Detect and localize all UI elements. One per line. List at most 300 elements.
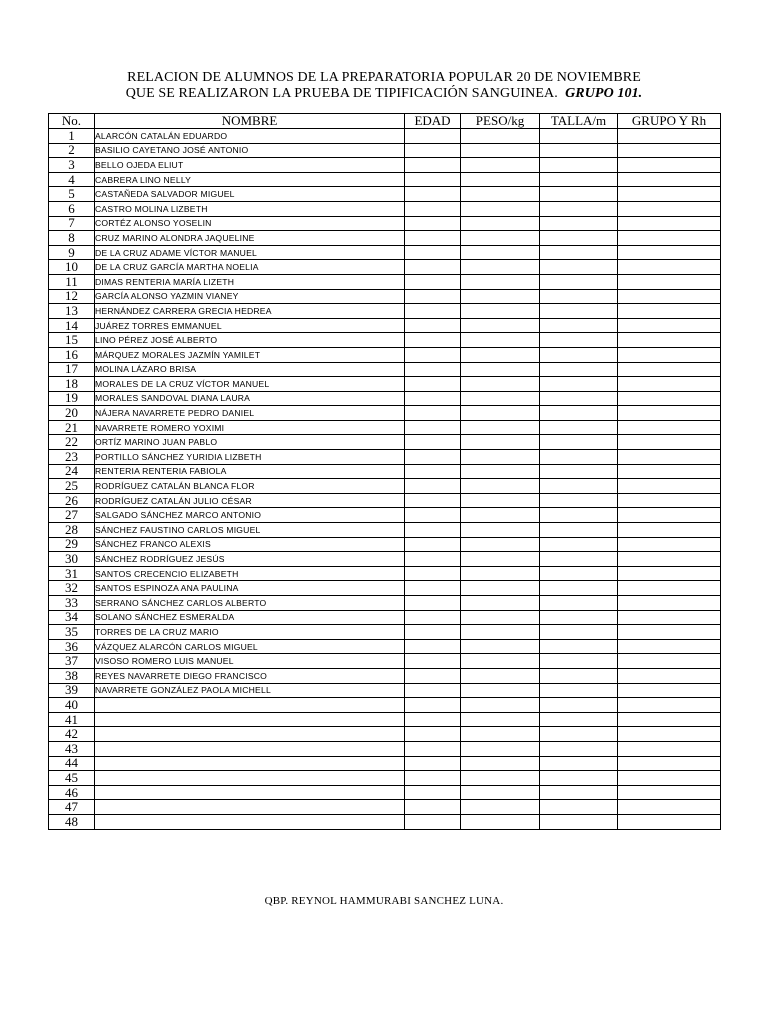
peso-cell	[461, 216, 540, 231]
table-row	[49, 698, 721, 713]
talla-cell	[540, 479, 618, 494]
row-number: 30	[49, 552, 95, 567]
peso-cell	[461, 391, 540, 406]
grupo-rh-cell	[618, 362, 721, 377]
edad-cell	[405, 712, 461, 727]
grupo-rh-cell	[618, 814, 721, 829]
edad-cell	[405, 333, 461, 348]
table-row	[49, 274, 721, 289]
edad-cell	[405, 260, 461, 275]
edad-cell	[405, 639, 461, 654]
grupo-rh-cell	[618, 304, 721, 319]
row-number: 22	[49, 435, 95, 450]
peso-cell	[461, 347, 540, 362]
table-row	[49, 654, 721, 669]
row-number: 38	[49, 668, 95, 683]
talla-cell	[540, 639, 618, 654]
peso-cell	[461, 158, 540, 173]
header-edad: EDAD	[405, 114, 461, 129]
grupo-rh-cell	[618, 610, 721, 625]
table-row	[49, 347, 721, 362]
student-name	[95, 741, 405, 756]
row-number: 17	[49, 362, 95, 377]
table-row	[49, 552, 721, 567]
table-row	[49, 158, 721, 173]
grupo-rh-cell	[618, 581, 721, 596]
row-number: 40	[49, 698, 95, 713]
row-number: 48	[49, 814, 95, 829]
peso-cell	[461, 537, 540, 552]
talla-cell	[540, 129, 618, 144]
talla-cell	[540, 245, 618, 260]
table-row	[49, 581, 721, 596]
edad-cell	[405, 785, 461, 800]
student-name	[95, 785, 405, 800]
grupo-rh-cell	[618, 420, 721, 435]
student-name: PORTILLO SÁNCHEZ YURIDIA LIZBETH	[95, 450, 405, 465]
row-number: 25	[49, 479, 95, 494]
table-row	[49, 610, 721, 625]
table-row	[49, 187, 721, 202]
grupo-rh-cell	[618, 552, 721, 567]
student-name: DIMAS RENTERIA MARÍA LIZETH	[95, 274, 405, 289]
student-name: MÁRQUEZ MORALES JAZMÍN YAMILET	[95, 347, 405, 362]
peso-cell	[461, 274, 540, 289]
row-number: 6	[49, 201, 95, 216]
peso-cell	[461, 741, 540, 756]
student-name: MOLINA LÁZARO BRISA	[95, 362, 405, 377]
talla-cell	[540, 450, 618, 465]
table-row	[49, 625, 721, 640]
edad-cell	[405, 201, 461, 216]
roster-body	[49, 129, 721, 830]
talla-cell	[540, 231, 618, 246]
talla-cell	[540, 698, 618, 713]
peso-cell	[461, 756, 540, 771]
talla-cell	[540, 771, 618, 786]
talla-cell	[540, 785, 618, 800]
grupo-rh-cell	[618, 289, 721, 304]
row-number: 23	[49, 450, 95, 465]
peso-cell	[461, 698, 540, 713]
header-no: No.	[49, 114, 95, 129]
talla-cell	[540, 712, 618, 727]
student-name: BELLO OJEDA ELIUT	[95, 158, 405, 173]
edad-cell	[405, 464, 461, 479]
student-name: HERNÁNDEZ CARRERA GRECIA HEDREA	[95, 304, 405, 319]
peso-cell	[461, 260, 540, 275]
table-row	[49, 508, 721, 523]
student-name: SÁNCHEZ RODRÍGUEZ JESÚS	[95, 552, 405, 567]
peso-cell	[461, 362, 540, 377]
grupo-rh-cell	[618, 537, 721, 552]
student-name: SANTOS CRECENCIO ELIZABETH	[95, 566, 405, 581]
grupo-rh-cell	[618, 625, 721, 640]
edad-cell	[405, 172, 461, 187]
grupo-rh-cell	[618, 406, 721, 421]
talla-cell	[540, 552, 618, 567]
edad-cell	[405, 814, 461, 829]
edad-cell	[405, 771, 461, 786]
grupo-rh-cell	[618, 172, 721, 187]
row-number: 20	[49, 406, 95, 421]
peso-cell	[461, 814, 540, 829]
row-number: 29	[49, 537, 95, 552]
student-name: RODRÍGUEZ CATALÁN BLANCA FLOR	[95, 479, 405, 494]
edad-cell	[405, 406, 461, 421]
table-row	[49, 668, 721, 683]
row-number: 21	[49, 420, 95, 435]
table-row	[49, 333, 721, 348]
edad-cell	[405, 435, 461, 450]
table-row	[49, 756, 721, 771]
student-name	[95, 814, 405, 829]
student-name: SANTOS ESPINOZA ANA PAULINA	[95, 581, 405, 596]
table-row	[49, 201, 721, 216]
header-nombre: NOMBRE	[95, 114, 405, 129]
talla-cell	[540, 318, 618, 333]
table-row	[49, 172, 721, 187]
grupo-rh-cell	[618, 216, 721, 231]
grupo-rh-cell	[618, 493, 721, 508]
grupo-rh-cell	[618, 639, 721, 654]
student-name: JUÁREZ TORRES EMMANUEL	[95, 318, 405, 333]
student-name: LINO PÉREZ JOSÉ ALBERTO	[95, 333, 405, 348]
student-name: CORTÉZ ALONSO YOSELIN	[95, 216, 405, 231]
student-name	[95, 712, 405, 727]
talla-cell	[540, 216, 618, 231]
student-name: ORTÍZ MARINO JUAN PABLO	[95, 435, 405, 450]
peso-cell	[461, 610, 540, 625]
peso-cell	[461, 420, 540, 435]
table-row	[49, 566, 721, 581]
row-number: 16	[49, 347, 95, 362]
row-number: 36	[49, 639, 95, 654]
peso-cell	[461, 566, 540, 581]
talla-cell	[540, 727, 618, 742]
talla-cell	[540, 172, 618, 187]
peso-cell	[461, 581, 540, 596]
talla-cell	[540, 187, 618, 202]
talla-cell	[540, 756, 618, 771]
edad-cell	[405, 289, 461, 304]
grupo-rh-cell	[618, 391, 721, 406]
edad-cell	[405, 143, 461, 158]
peso-cell	[461, 231, 540, 246]
edad-cell	[405, 493, 461, 508]
student-name: DE LA CRUZ GARCÍA MARTHA NOELIA	[95, 260, 405, 275]
row-number: 31	[49, 566, 95, 581]
table-header-row	[49, 114, 721, 129]
student-name: DE LA CRUZ ADAME VÍCTOR MANUEL	[95, 245, 405, 260]
student-name: NAVARRETE ROMERO YOXIMI	[95, 420, 405, 435]
talla-cell	[540, 289, 618, 304]
edad-cell	[405, 596, 461, 611]
table-row	[49, 785, 721, 800]
grupo-rh-cell	[618, 596, 721, 611]
peso-cell	[461, 333, 540, 348]
student-name: REYES NAVARRETE DIEGO FRANCISCO	[95, 668, 405, 683]
row-number: 28	[49, 523, 95, 538]
student-name: CASTAÑEDA SALVADOR MIGUEL	[95, 187, 405, 202]
edad-cell	[405, 537, 461, 552]
row-number: 42	[49, 727, 95, 742]
talla-cell	[540, 274, 618, 289]
talla-cell	[540, 304, 618, 319]
edad-cell	[405, 245, 461, 260]
grupo-rh-cell	[618, 347, 721, 362]
talla-cell	[540, 566, 618, 581]
peso-cell	[461, 406, 540, 421]
row-number: 1	[49, 129, 95, 144]
edad-cell	[405, 318, 461, 333]
edad-cell	[405, 683, 461, 698]
row-number: 14	[49, 318, 95, 333]
header-talla: TALLA/m	[540, 114, 618, 129]
edad-cell	[405, 450, 461, 465]
student-name: MORALES DE LA CRUZ VÍCTOR MANUEL	[95, 377, 405, 392]
talla-cell	[540, 814, 618, 829]
row-number: 2	[49, 143, 95, 158]
talla-cell	[540, 377, 618, 392]
grupo-rh-cell	[618, 143, 721, 158]
peso-cell	[461, 800, 540, 815]
peso-cell	[461, 596, 540, 611]
talla-cell	[540, 260, 618, 275]
peso-cell	[461, 464, 540, 479]
row-number: 12	[49, 289, 95, 304]
table-row	[49, 523, 721, 538]
table-row	[49, 493, 721, 508]
student-name	[95, 698, 405, 713]
talla-cell	[540, 420, 618, 435]
student-name: SÁNCHEZ FAUSTINO CARLOS MIGUEL	[95, 523, 405, 538]
student-name	[95, 771, 405, 786]
student-name: NAVARRETE GONZÁLEZ PAOLA MICHELL	[95, 683, 405, 698]
student-name: CABRERA LINO NELLY	[95, 172, 405, 187]
row-number: 15	[49, 333, 95, 348]
peso-cell	[461, 493, 540, 508]
grupo-rh-cell	[618, 231, 721, 246]
grupo-rh-cell	[618, 435, 721, 450]
row-number: 13	[49, 304, 95, 319]
row-number: 37	[49, 654, 95, 669]
grupo-rh-cell	[618, 464, 721, 479]
row-number: 32	[49, 581, 95, 596]
student-name: MORALES SANDOVAL DIANA LAURA	[95, 391, 405, 406]
table-row	[49, 741, 721, 756]
grupo-rh-cell	[618, 450, 721, 465]
row-number: 41	[49, 712, 95, 727]
peso-cell	[461, 129, 540, 144]
edad-cell	[405, 377, 461, 392]
grupo-rh-cell	[618, 683, 721, 698]
table-row	[49, 639, 721, 654]
edad-cell	[405, 566, 461, 581]
talla-cell	[540, 610, 618, 625]
heading-line-2-text: QUE SE REALIZARON LA PRUEBA DE TIPIFICACIÓN SANGUINEA.	[125, 86, 558, 101]
talla-cell	[540, 493, 618, 508]
row-number: 26	[49, 493, 95, 508]
peso-cell	[461, 318, 540, 333]
student-name: CRUZ MARINO ALONDRA JAQUELINE	[95, 231, 405, 246]
peso-cell	[461, 727, 540, 742]
peso-cell	[461, 450, 540, 465]
table-row	[49, 129, 721, 144]
grupo-rh-cell	[618, 377, 721, 392]
table-row	[49, 435, 721, 450]
peso-cell	[461, 552, 540, 567]
edad-cell	[405, 625, 461, 640]
table-row	[49, 362, 721, 377]
student-name: RODRÍGUEZ CATALÁN JULIO CÉSAR	[95, 493, 405, 508]
table-row	[49, 391, 721, 406]
table-row	[49, 596, 721, 611]
edad-cell	[405, 756, 461, 771]
grupo-rh-cell	[618, 712, 721, 727]
table-row	[49, 245, 721, 260]
row-number: 44	[49, 756, 95, 771]
edad-cell	[405, 274, 461, 289]
grupo-rh-cell	[618, 508, 721, 523]
talla-cell	[540, 581, 618, 596]
table-row	[49, 771, 721, 786]
table-row	[49, 683, 721, 698]
row-number: 39	[49, 683, 95, 698]
row-number: 34	[49, 610, 95, 625]
peso-cell	[461, 712, 540, 727]
peso-cell	[461, 304, 540, 319]
grupo-rh-cell	[618, 333, 721, 348]
peso-cell	[461, 523, 540, 538]
peso-cell	[461, 625, 540, 640]
peso-cell	[461, 668, 540, 683]
grupo-rh-cell	[618, 785, 721, 800]
peso-cell	[461, 143, 540, 158]
grupo-rh-cell	[618, 523, 721, 538]
edad-cell	[405, 187, 461, 202]
student-name	[95, 800, 405, 815]
student-name: RENTERIA RENTERIA FABIOLA	[95, 464, 405, 479]
header-peso: PESO/kg	[461, 114, 540, 129]
talla-cell	[540, 333, 618, 348]
talla-cell	[540, 523, 618, 538]
edad-cell	[405, 610, 461, 625]
peso-cell	[461, 377, 540, 392]
row-number: 46	[49, 785, 95, 800]
row-number: 35	[49, 625, 95, 640]
table-row	[49, 260, 721, 275]
edad-cell	[405, 523, 461, 538]
talla-cell	[540, 683, 618, 698]
student-name	[95, 727, 405, 742]
table-row	[49, 712, 721, 727]
row-number: 4	[49, 172, 95, 187]
table-row	[49, 537, 721, 552]
talla-cell	[540, 625, 618, 640]
row-number: 18	[49, 377, 95, 392]
student-name: NÁJERA NAVARRETE PEDRO DANIEL	[95, 406, 405, 421]
grupo-rh-cell	[618, 201, 721, 216]
edad-cell	[405, 581, 461, 596]
peso-cell	[461, 172, 540, 187]
table-row	[49, 464, 721, 479]
edad-cell	[405, 347, 461, 362]
peso-cell	[461, 201, 540, 216]
edad-cell	[405, 158, 461, 173]
peso-cell	[461, 435, 540, 450]
talla-cell	[540, 800, 618, 815]
student-name: TORRES DE LA CRUZ MARIO	[95, 625, 405, 640]
row-number: 11	[49, 274, 95, 289]
peso-cell	[461, 771, 540, 786]
row-number: 19	[49, 391, 95, 406]
grupo-rh-cell	[618, 800, 721, 815]
student-name: VÁZQUEZ ALARCÓN CARLOS MIGUEL	[95, 639, 405, 654]
grupo-rh-cell	[618, 187, 721, 202]
row-number: 3	[49, 158, 95, 173]
grupo-rh-cell	[618, 245, 721, 260]
edad-cell	[405, 216, 461, 231]
edad-cell	[405, 654, 461, 669]
grupo-rh-cell	[618, 668, 721, 683]
talla-cell	[540, 596, 618, 611]
table-row	[49, 304, 721, 319]
talla-cell	[540, 464, 618, 479]
table-row	[49, 143, 721, 158]
talla-cell	[540, 508, 618, 523]
row-number: 24	[49, 464, 95, 479]
table-row	[49, 479, 721, 494]
student-name	[95, 756, 405, 771]
table-row	[49, 289, 721, 304]
peso-cell	[461, 479, 540, 494]
grupo-rh-cell	[618, 756, 721, 771]
talla-cell	[540, 158, 618, 173]
student-name: VISOSO ROMERO LUIS MANUEL	[95, 654, 405, 669]
edad-cell	[405, 508, 461, 523]
talla-cell	[540, 347, 618, 362]
peso-cell	[461, 683, 540, 698]
talla-cell	[540, 362, 618, 377]
table-row	[49, 231, 721, 246]
table-row	[49, 800, 721, 815]
row-number: 10	[49, 260, 95, 275]
row-number: 43	[49, 741, 95, 756]
student-name: GARCÍA ALONSO YAZMIN VIANEY	[95, 289, 405, 304]
talla-cell	[540, 406, 618, 421]
student-name: ALARCÓN CATALÁN EDUARDO	[95, 129, 405, 144]
student-name: CASTRO MOLINA LIZBETH	[95, 201, 405, 216]
talla-cell	[540, 391, 618, 406]
table-row	[49, 406, 721, 421]
student-name: SOLANO SÁNCHEZ ESMERALDA	[95, 610, 405, 625]
row-number: 8	[49, 231, 95, 246]
table-row	[49, 318, 721, 333]
row-number: 5	[49, 187, 95, 202]
peso-cell	[461, 289, 540, 304]
edad-cell	[405, 362, 461, 377]
grupo-rh-cell	[618, 566, 721, 581]
peso-cell	[461, 245, 540, 260]
student-name: SÁNCHEZ FRANCO ALEXIS	[95, 537, 405, 552]
row-number: 45	[49, 771, 95, 786]
row-number: 27	[49, 508, 95, 523]
grupo-rh-cell	[618, 771, 721, 786]
edad-cell	[405, 668, 461, 683]
edad-cell	[405, 698, 461, 713]
edad-cell	[405, 741, 461, 756]
